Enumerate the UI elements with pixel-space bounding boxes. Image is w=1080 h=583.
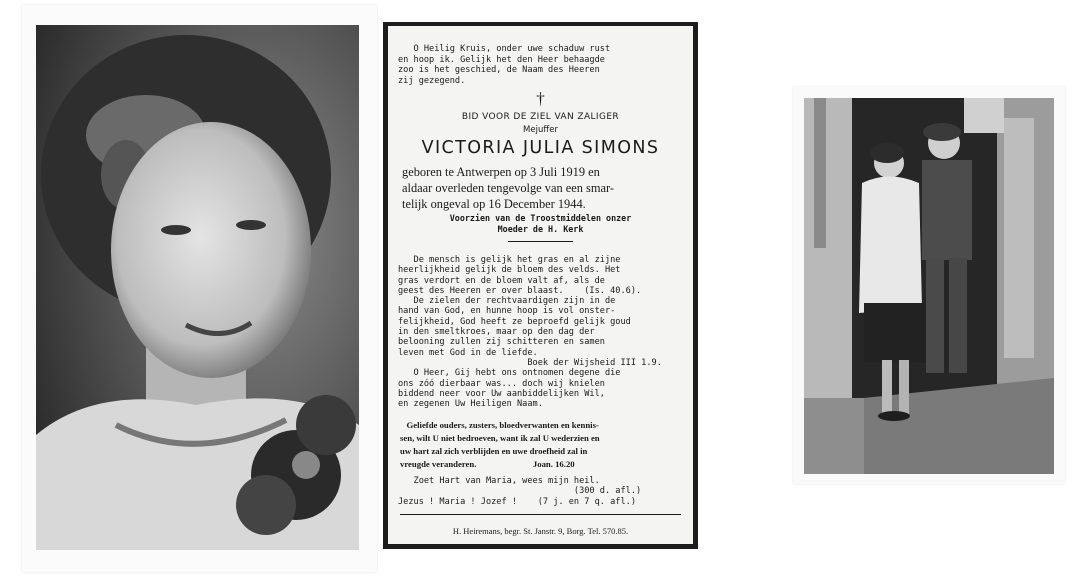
portrait-image <box>36 25 359 550</box>
street-photo-frame <box>793 87 1065 484</box>
prayer-heading: BID VOOR DE ZIEL VAN ZALIGER <box>461 112 620 122</box>
portrait-photo-frame <box>22 5 377 572</box>
footer-divider <box>400 514 681 515</box>
title-mejuffer: Mejuffer <box>523 125 558 135</box>
deceased-name: VICTORIA JULIA SIMONS <box>421 138 660 158</box>
memorial-card-paper <box>388 26 693 544</box>
scripture-text: De mensch is gelijk het gras en al zijne heerlijkheid gelijk de bloem des velds. Het gras verdort en de bloem valt af, als de geest des Heeren er over blaast. (Is. 40.6). De zielen der rechtvaardigen zijn in de hand van God, en hunne hoop is vol onster- felijkheid, God heeft ze beproefd gelijk goud in den smeltkroes, maar op den dag der belooning zullen zij schitteren en samen leven met God in de liefde. Boek der Wijsheid III 1.9. O Heer, Gij hebt ons ontnomen degene die ons zóó dierbaar was... doch wij knielen biddend neer voor Uw aanbiddelijken Wil, en zegenen Uw Heiligen Naam. <box>398 255 662 410</box>
biography-text: geboren te Antwerpen op 3 Juli 1919 en aldaar overleden tengevolge van een smar- telijk ongeval op 16 December 1944. <box>402 165 615 211</box>
portrait-photo <box>36 25 359 550</box>
street-photo-image <box>804 98 1054 474</box>
divider <box>508 241 573 242</box>
street-photo <box>804 98 1054 474</box>
opening-verse: O Heilig Kruis, onder uwe schaduw rust en hoop ik. Gelijk het den Heer behaagde zoo is het geschied, de Naam des Heeren zij gezegend. <box>398 44 611 86</box>
memorial-card <box>383 22 698 549</box>
printer-footer: H. Heiremans, begr. St. Janstr. 9, Borg. Tel. 570.85. <box>452 526 629 536</box>
cross-icon: † <box>536 89 545 108</box>
indulgence-prayers: Zoet Hart van Maria, wees mijn heil. (300 d. afl.) Jezus ! Maria ! Jozef ! (7 j. en 7 q. afl.) <box>398 476 642 507</box>
sacraments-text: Voorzien van de Troostmiddelen onzer Moeder de H. Kerk <box>449 213 632 234</box>
farewell-text: Geliefde ouders, zusters, bloedverwanten en kennis- sen, wilt U niet bedroeven, want ik zal U wederzien en uw hart zal zich verblijden en uwe droefheid zal in vreugde veranderen. Joan. 16.20 <box>400 420 600 469</box>
